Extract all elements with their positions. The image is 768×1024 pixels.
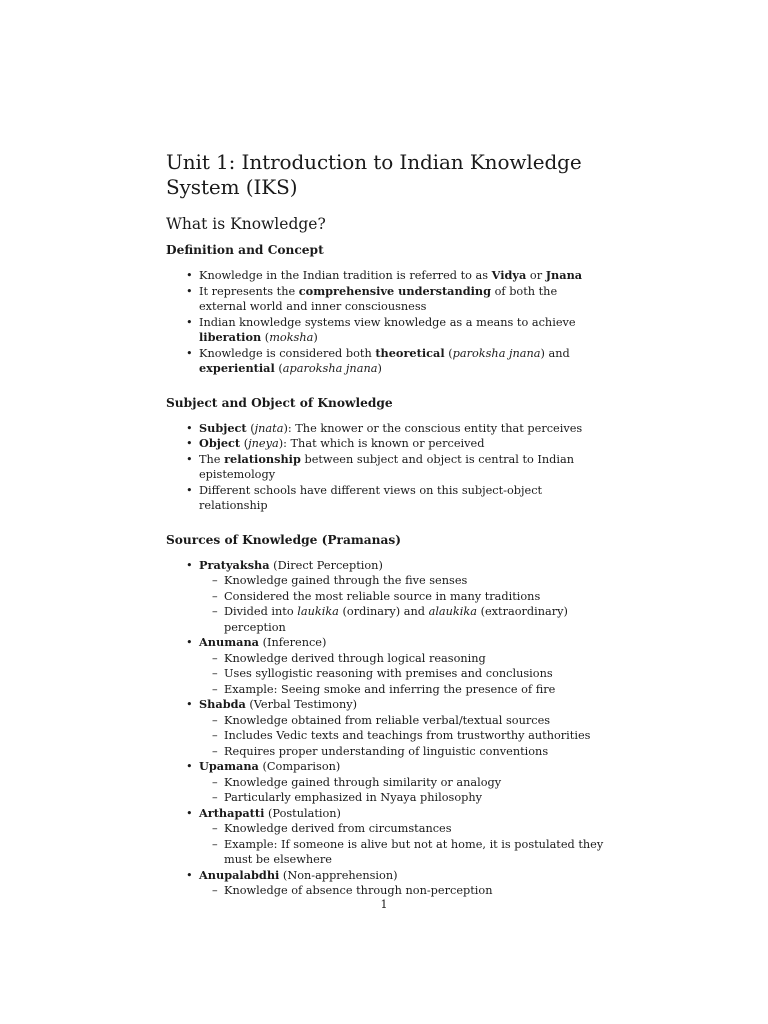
text-run: Requires proper understanding of linguistic conventions	[224, 744, 549, 758]
pramana-name: Anumana	[199, 635, 259, 649]
bold-term: theoretical	[375, 345, 445, 360]
pramana-item	[166, 806, 606, 868]
text-run: (	[261, 331, 270, 344]
text-run: Knowledge in the Indian tradition is referred to as	[199, 269, 492, 282]
italic-term: laukika	[297, 605, 339, 618]
bold-term: experiential	[199, 361, 275, 375]
text-run: of both the external world and inner consciousness	[199, 284, 558, 313]
pramana-item	[166, 558, 606, 636]
sub-item	[199, 744, 606, 760]
subsection-heading-sources: Sources of Knowledge (Pramanas)	[166, 532, 402, 547]
section-title: What is Knowledge?	[166, 215, 326, 233]
sub-item	[199, 682, 606, 698]
bold-term: relationship	[224, 451, 301, 466]
bold-term: liberation	[199, 330, 262, 344]
text-run: Uses syllogistic reasoning with premises and conclusions	[224, 667, 553, 680]
text-run: Knowledge derived through logical reasoning	[224, 651, 486, 665]
text-run: Divided into	[224, 605, 298, 618]
sub-item	[199, 728, 606, 744]
pramana-item	[166, 697, 606, 759]
text-run: )	[313, 331, 318, 344]
pramana-desc: (Inference)	[259, 636, 327, 649]
sub-item	[199, 589, 606, 605]
page-content	[166, 150, 606, 899]
pramana-name: Pratyaksha	[199, 557, 270, 572]
italic-term: alaukika	[428, 605, 477, 618]
text-run: between subject and object is central to Indian epistemology	[199, 452, 574, 481]
bold-term: Jnana	[545, 268, 583, 282]
sub-item	[199, 883, 606, 899]
italic-term: jnata	[254, 421, 284, 435]
pramana-name: Anupalabdhi	[199, 867, 280, 882]
sub-item	[199, 666, 606, 682]
pramana-sublist	[199, 883, 606, 899]
pramana-desc: (Verbal Testimony)	[245, 698, 358, 711]
text-run: )	[377, 362, 382, 375]
subsection-heading-subject-object: Subject and Object of Knowledge	[166, 395, 393, 410]
text-run: Knowledge derived from circumstances	[224, 822, 452, 835]
sub-item	[199, 651, 606, 667]
sub-item	[199, 604, 606, 635]
pramana-item	[166, 868, 606, 899]
pramana-item	[166, 759, 606, 806]
text-run: Considered the most reliable source in many traditions	[224, 589, 541, 603]
bold-term: Vidya	[491, 268, 527, 282]
text-run: Knowledge gained through similarity or analogy	[224, 775, 502, 789]
list-item	[166, 315, 606, 346]
bold-term: comprehensive understanding	[298, 283, 492, 298]
italic-term: moksha	[269, 331, 314, 344]
text-run: Particularly emphasized in Nyaya philosophy	[224, 791, 483, 804]
pramana-name: Upamana	[199, 759, 259, 773]
text-run: ) and	[540, 346, 570, 360]
text-run: Indian knowledge systems view knowledge as a means to achieve	[199, 315, 576, 329]
text-run: (	[246, 421, 255, 435]
pramana-sublist	[199, 775, 606, 806]
text-run: (extraordinary) perception	[224, 605, 568, 634]
definition-list	[166, 268, 606, 377]
pramana-sublist	[199, 573, 606, 635]
pramana-desc: (Direct Perception)	[269, 558, 383, 572]
text-run: Knowledge obtained from reliable verbal/textual sources	[224, 713, 551, 727]
pramana-name: Arthapatti	[199, 805, 265, 820]
document-title: Unit 1: Introduction to Indian Knowledge System (IKS)	[166, 150, 582, 199]
italic-term: jneya	[248, 437, 279, 450]
sub-item	[199, 821, 606, 837]
italic-term: paroksha jnana	[452, 346, 541, 360]
italic-term: aparoksha jnana	[282, 362, 378, 375]
page-number: 1	[380, 898, 388, 911]
text-run: ): That which is known or perceived	[278, 437, 485, 450]
text-run: or	[526, 269, 546, 282]
pramana-sublist	[199, 651, 606, 698]
sub-item	[199, 573, 606, 589]
text-run: (	[444, 346, 453, 360]
text-run: Example: If someone is alive but not at home, it is postulated they must be elsewhere	[224, 837, 604, 866]
list-item	[166, 284, 606, 315]
bold-term: Object	[199, 436, 241, 450]
text-run: (ordinary) and	[338, 605, 429, 618]
pramana-sublist	[199, 713, 606, 760]
list-item	[166, 452, 606, 483]
pramana-sublist	[199, 821, 606, 868]
list-item	[166, 436, 606, 452]
list-item	[166, 483, 606, 514]
bold-term: Subject	[199, 420, 247, 435]
pramana-name: Shabda	[199, 697, 246, 711]
text-run: Knowledge is considered both	[199, 346, 376, 360]
list-item	[166, 268, 606, 284]
sub-item	[199, 837, 606, 868]
text-run: Knowledge gained through the five senses	[224, 574, 468, 587]
pramana-desc: (Non-apprehension)	[279, 868, 398, 882]
text-run: Includes Vedic texts and teachings from trustworthy authorities	[224, 729, 591, 742]
text-run: Knowledge of absence through non-perception	[224, 884, 493, 897]
list-item	[166, 421, 606, 437]
subject-object-list	[166, 421, 606, 514]
text-run: ): The knower or the conscious entity that perceives	[283, 421, 583, 435]
pramanas-list	[166, 558, 606, 899]
text-run: (	[240, 437, 249, 450]
subsection-heading-definition: Definition and Concept	[166, 243, 324, 257]
text-run: Different schools have different views on this subject-object relationship	[199, 483, 543, 512]
sub-item	[199, 790, 606, 806]
pramana-item	[166, 635, 606, 697]
sub-item	[199, 775, 606, 791]
sub-item	[199, 713, 606, 729]
pramana-desc: (Postulation)	[264, 806, 341, 820]
text-run: The	[199, 452, 225, 466]
text-run: (	[274, 362, 283, 375]
list-item	[166, 346, 606, 377]
pramana-desc: (Comparison)	[258, 760, 341, 773]
text-run: It represents the	[199, 284, 299, 298]
text-run: Example: Seeing smoke and inferring the presence of fire	[224, 682, 556, 696]
